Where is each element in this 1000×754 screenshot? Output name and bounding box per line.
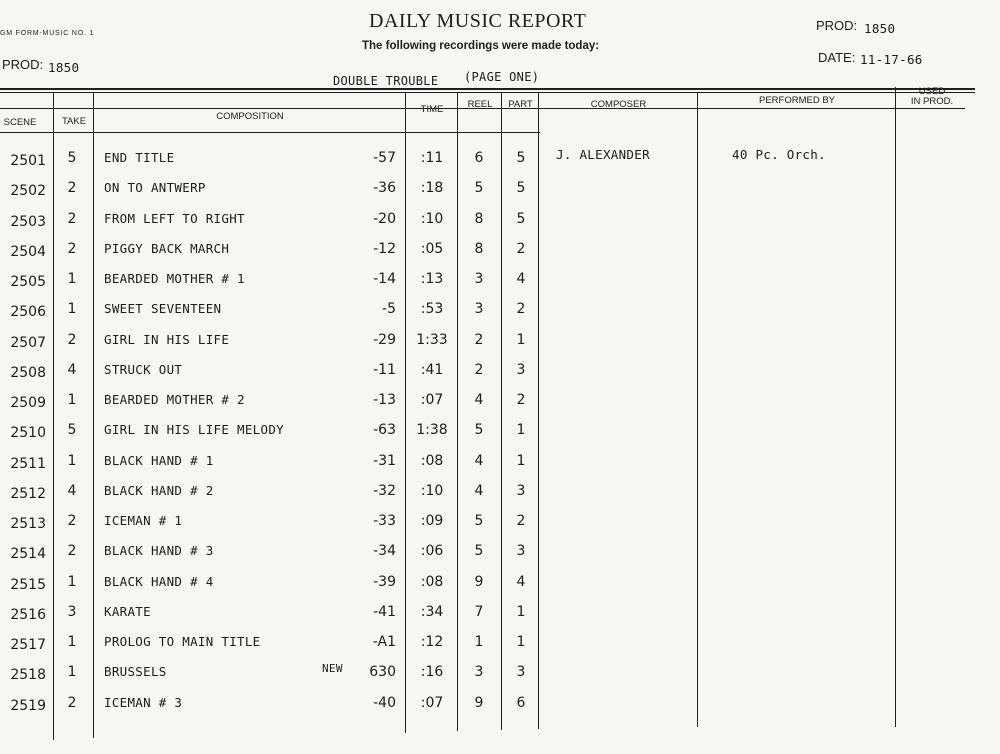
take-cell: 5 xyxy=(67,422,77,439)
footage-cell: -63 xyxy=(373,422,396,439)
table-row xyxy=(0,483,1000,513)
time-cell: :41 xyxy=(420,361,444,378)
scene-cell: 2511 xyxy=(10,455,46,472)
take-cell: 5 xyxy=(67,150,77,166)
part-cell: 3 xyxy=(516,482,526,499)
footage-cell: -33 xyxy=(373,513,396,529)
reel-cell: 4 xyxy=(474,392,484,408)
footage-cell: -32 xyxy=(373,482,396,499)
composition-cell: BRUSSELS xyxy=(104,664,167,680)
form-label: GM FORM-MUSIC NO. 1 xyxy=(0,30,95,37)
take-cell: 1 xyxy=(67,664,77,681)
reel-cell: 5 xyxy=(474,180,484,197)
composition-cell: END TITLE xyxy=(104,150,175,165)
part-cell: 3 xyxy=(516,543,526,560)
part-cell: 2 xyxy=(516,392,526,408)
take-cell: 1 xyxy=(67,634,77,650)
column-header-take: TAKE xyxy=(61,116,87,127)
part-cell: 1 xyxy=(516,331,526,348)
note-cell: NEW xyxy=(322,662,343,676)
reel-cell: 2 xyxy=(474,361,484,378)
time-cell: :18 xyxy=(420,180,444,197)
table-row xyxy=(0,180,1000,210)
composition-cell: PIGGY BACK MARCH xyxy=(104,240,230,256)
footage-cell: -5 xyxy=(382,301,396,318)
time-cell: :06 xyxy=(420,543,444,560)
table-row xyxy=(0,241,1000,271)
composition-cell: GIRL IN HIS LIFE MELODY xyxy=(104,422,284,438)
take-cell: 1 xyxy=(67,301,77,318)
table-row xyxy=(0,332,1000,362)
footage-cell: -14 xyxy=(373,271,396,287)
reel-cell: 9 xyxy=(474,694,484,711)
page-subtitle: The following recordings were made today: xyxy=(362,40,600,52)
composition-cell: BLACK HAND # 4 xyxy=(104,573,214,589)
reel-cell: 5 xyxy=(474,513,484,529)
part-cell: 3 xyxy=(516,361,526,378)
table-row xyxy=(0,147,1000,180)
part-cell: 5 xyxy=(516,180,526,197)
column-header-part: PART xyxy=(508,99,533,110)
reel-cell: 1 xyxy=(474,634,484,650)
column-header-composition: COMPOSITION xyxy=(216,111,284,122)
reel-cell: 8 xyxy=(474,210,484,227)
scene-cell: 2507 xyxy=(10,334,46,351)
top-rule xyxy=(0,88,975,90)
reel-cell: 4 xyxy=(474,482,484,499)
part-cell: 1 xyxy=(516,603,526,620)
part-cell: 2 xyxy=(516,513,526,529)
date-label: DATE: xyxy=(818,50,856,65)
part-cell: 4 xyxy=(516,271,526,287)
composition-cell: ON TO ANTWERP xyxy=(104,180,206,196)
scene-cell: 2508 xyxy=(10,364,46,381)
scene-cell: 2501 xyxy=(10,153,46,169)
time-cell: :09 xyxy=(420,513,444,529)
composition-cell: BLACK HAND # 3 xyxy=(104,543,214,559)
prod-value-right: 1850 xyxy=(864,21,896,36)
table-row xyxy=(0,392,1000,422)
composition-cell: KARATE xyxy=(104,603,151,619)
header-rule-left xyxy=(0,132,540,133)
composer-cell: J. ALEXANDER xyxy=(556,147,650,162)
column-header-scene: SCENE xyxy=(3,117,37,128)
page-label: (PAGE ONE) xyxy=(464,70,540,84)
column-header-composer: COMPOSER xyxy=(590,99,647,110)
prod-value-left: 1850 xyxy=(48,60,80,75)
take-cell: 1 xyxy=(67,573,77,590)
column-header-performed-by: PERFORMED BY xyxy=(758,95,835,106)
time-cell: :34 xyxy=(420,603,444,620)
take-cell: 2 xyxy=(67,694,77,711)
take-cell: 2 xyxy=(67,543,77,560)
footage-cell: -31 xyxy=(373,452,396,469)
take-cell: 2 xyxy=(67,210,77,227)
part-cell: 1 xyxy=(516,422,526,439)
table-row xyxy=(0,513,1000,543)
composition-cell: FROM LEFT TO RIGHT xyxy=(104,210,245,226)
footage-cell: -29 xyxy=(373,331,396,348)
reel-cell: 8 xyxy=(474,240,484,257)
time-cell: 1:33 xyxy=(416,331,448,348)
reel-cell: 5 xyxy=(474,543,484,560)
table-row xyxy=(0,604,1000,634)
time-cell: :13 xyxy=(420,271,444,287)
scene-cell: 2517 xyxy=(10,637,46,653)
performed-by-cell: 40 Pc. Orch. xyxy=(732,147,826,162)
footage-cell: -39 xyxy=(373,573,396,590)
take-cell: 2 xyxy=(67,240,77,257)
scene-cell: 2502 xyxy=(10,183,46,200)
scene-cell: 2514 xyxy=(10,546,46,563)
part-cell: 1 xyxy=(516,452,526,469)
part-cell: 4 xyxy=(516,573,526,590)
time-cell: :07 xyxy=(420,694,444,711)
take-cell: 2 xyxy=(67,180,77,197)
prod-label-left: PROD: xyxy=(2,57,44,72)
reel-cell: 7 xyxy=(474,603,484,620)
scene-cell: 2503 xyxy=(10,213,46,230)
footage-cell: -40 xyxy=(373,694,396,711)
take-cell: 4 xyxy=(67,482,77,499)
footage-cell: -12 xyxy=(373,240,396,257)
footage-cell: -34 xyxy=(373,543,396,560)
take-cell: 4 xyxy=(67,361,77,378)
scene-cell: 2509 xyxy=(10,395,46,411)
take-cell: 1 xyxy=(67,452,77,469)
scene-cell: 2515 xyxy=(10,576,46,593)
footage-cell: -36 xyxy=(373,180,396,197)
table-row xyxy=(0,695,1000,725)
time-cell: :08 xyxy=(420,573,444,590)
footage-cell: -57 xyxy=(373,150,396,166)
reel-cell: 6 xyxy=(474,150,484,166)
reel-cell: 3 xyxy=(474,271,484,287)
table-row xyxy=(0,664,1000,694)
part-cell: 5 xyxy=(516,210,526,227)
take-cell: 2 xyxy=(67,513,77,529)
time-cell: 1:38 xyxy=(416,422,448,439)
table-row xyxy=(0,301,1000,331)
scene-cell: 2504 xyxy=(10,243,46,260)
footage-cell: -A1 xyxy=(372,634,396,650)
column-header-time: TIME xyxy=(420,104,444,115)
footage-cell: -13 xyxy=(373,392,396,408)
part-cell: 2 xyxy=(516,301,526,318)
scene-cell: 2516 xyxy=(10,606,46,623)
time-cell: :12 xyxy=(420,634,444,650)
time-cell: :07 xyxy=(420,392,444,408)
column-header-used-in-prod xyxy=(897,87,967,107)
time-cell: :10 xyxy=(420,210,444,227)
picture-title: DOUBLE TROUBLE xyxy=(333,74,439,88)
scene-cell: 2510 xyxy=(10,425,46,442)
part-cell: 3 xyxy=(516,664,526,681)
scene-cell: 2512 xyxy=(10,485,46,502)
composition-cell: BEARDED MOTHER # 2 xyxy=(104,392,245,407)
composition-cell: BLACK HAND # 2 xyxy=(104,482,214,498)
take-cell: 2 xyxy=(67,331,77,348)
scene-cell: 2506 xyxy=(10,304,46,321)
footage-cell: -11 xyxy=(373,361,396,378)
composition-cell: ICEMAN # 1 xyxy=(104,513,183,528)
part-cell: 5 xyxy=(516,150,526,166)
footage-cell: 630 xyxy=(369,664,396,681)
part-cell: 1 xyxy=(516,634,526,650)
composition-cell: STRUCK OUT xyxy=(104,361,183,377)
composition-cell: SWEET SEVENTEEN xyxy=(104,301,222,317)
time-cell: :53 xyxy=(420,301,444,318)
scene-cell: 2513 xyxy=(10,516,46,532)
table-row xyxy=(0,453,1000,483)
footage-cell: -20 xyxy=(373,210,396,227)
scene-cell: 2505 xyxy=(10,274,46,290)
top-rule-double xyxy=(0,92,975,93)
time-cell: :05 xyxy=(420,240,444,257)
take-cell: 1 xyxy=(67,392,77,408)
scene-cell: 2519 xyxy=(10,697,46,714)
reel-cell: 4 xyxy=(474,452,484,469)
time-cell: :10 xyxy=(420,482,444,499)
reel-cell: 9 xyxy=(474,573,484,590)
composition-cell: GIRL IN HIS LIFE xyxy=(104,331,230,347)
table-row xyxy=(0,271,1000,301)
take-cell: 1 xyxy=(67,271,77,287)
scene-cell: 2518 xyxy=(10,667,46,684)
prod-label-right: PROD: xyxy=(816,18,858,33)
column-header-reel: REEL xyxy=(467,99,493,110)
table-row xyxy=(0,211,1000,241)
part-cell: 2 xyxy=(516,240,526,257)
in-prod-label: IN PROD. xyxy=(910,96,954,107)
table-row xyxy=(0,634,1000,664)
composition-cell: ICEMAN # 3 xyxy=(104,694,183,710)
time-cell: :08 xyxy=(420,452,444,469)
take-cell: 3 xyxy=(67,603,77,620)
time-cell: :11 xyxy=(420,150,444,166)
reel-cell: 2 xyxy=(474,331,484,348)
composition-cell: PROLOG TO MAIN TITLE xyxy=(104,634,261,649)
footage-cell: -41 xyxy=(373,603,396,620)
reel-cell: 5 xyxy=(474,422,484,439)
table-row xyxy=(0,574,1000,604)
table-row xyxy=(0,362,1000,392)
reel-cell: 3 xyxy=(474,301,484,318)
table-row xyxy=(0,422,1000,452)
part-cell: 6 xyxy=(516,694,526,711)
used-label: USED xyxy=(918,86,946,97)
composition-cell: BEARDED MOTHER # 1 xyxy=(104,271,245,286)
composition-cell: BLACK HAND # 1 xyxy=(104,452,214,468)
time-cell: :16 xyxy=(420,664,444,681)
table-row xyxy=(0,543,1000,573)
page-title: DAILY MUSIC REPORT xyxy=(369,10,587,32)
reel-cell: 3 xyxy=(474,664,484,681)
date-value: 11-17-66 xyxy=(860,52,923,67)
